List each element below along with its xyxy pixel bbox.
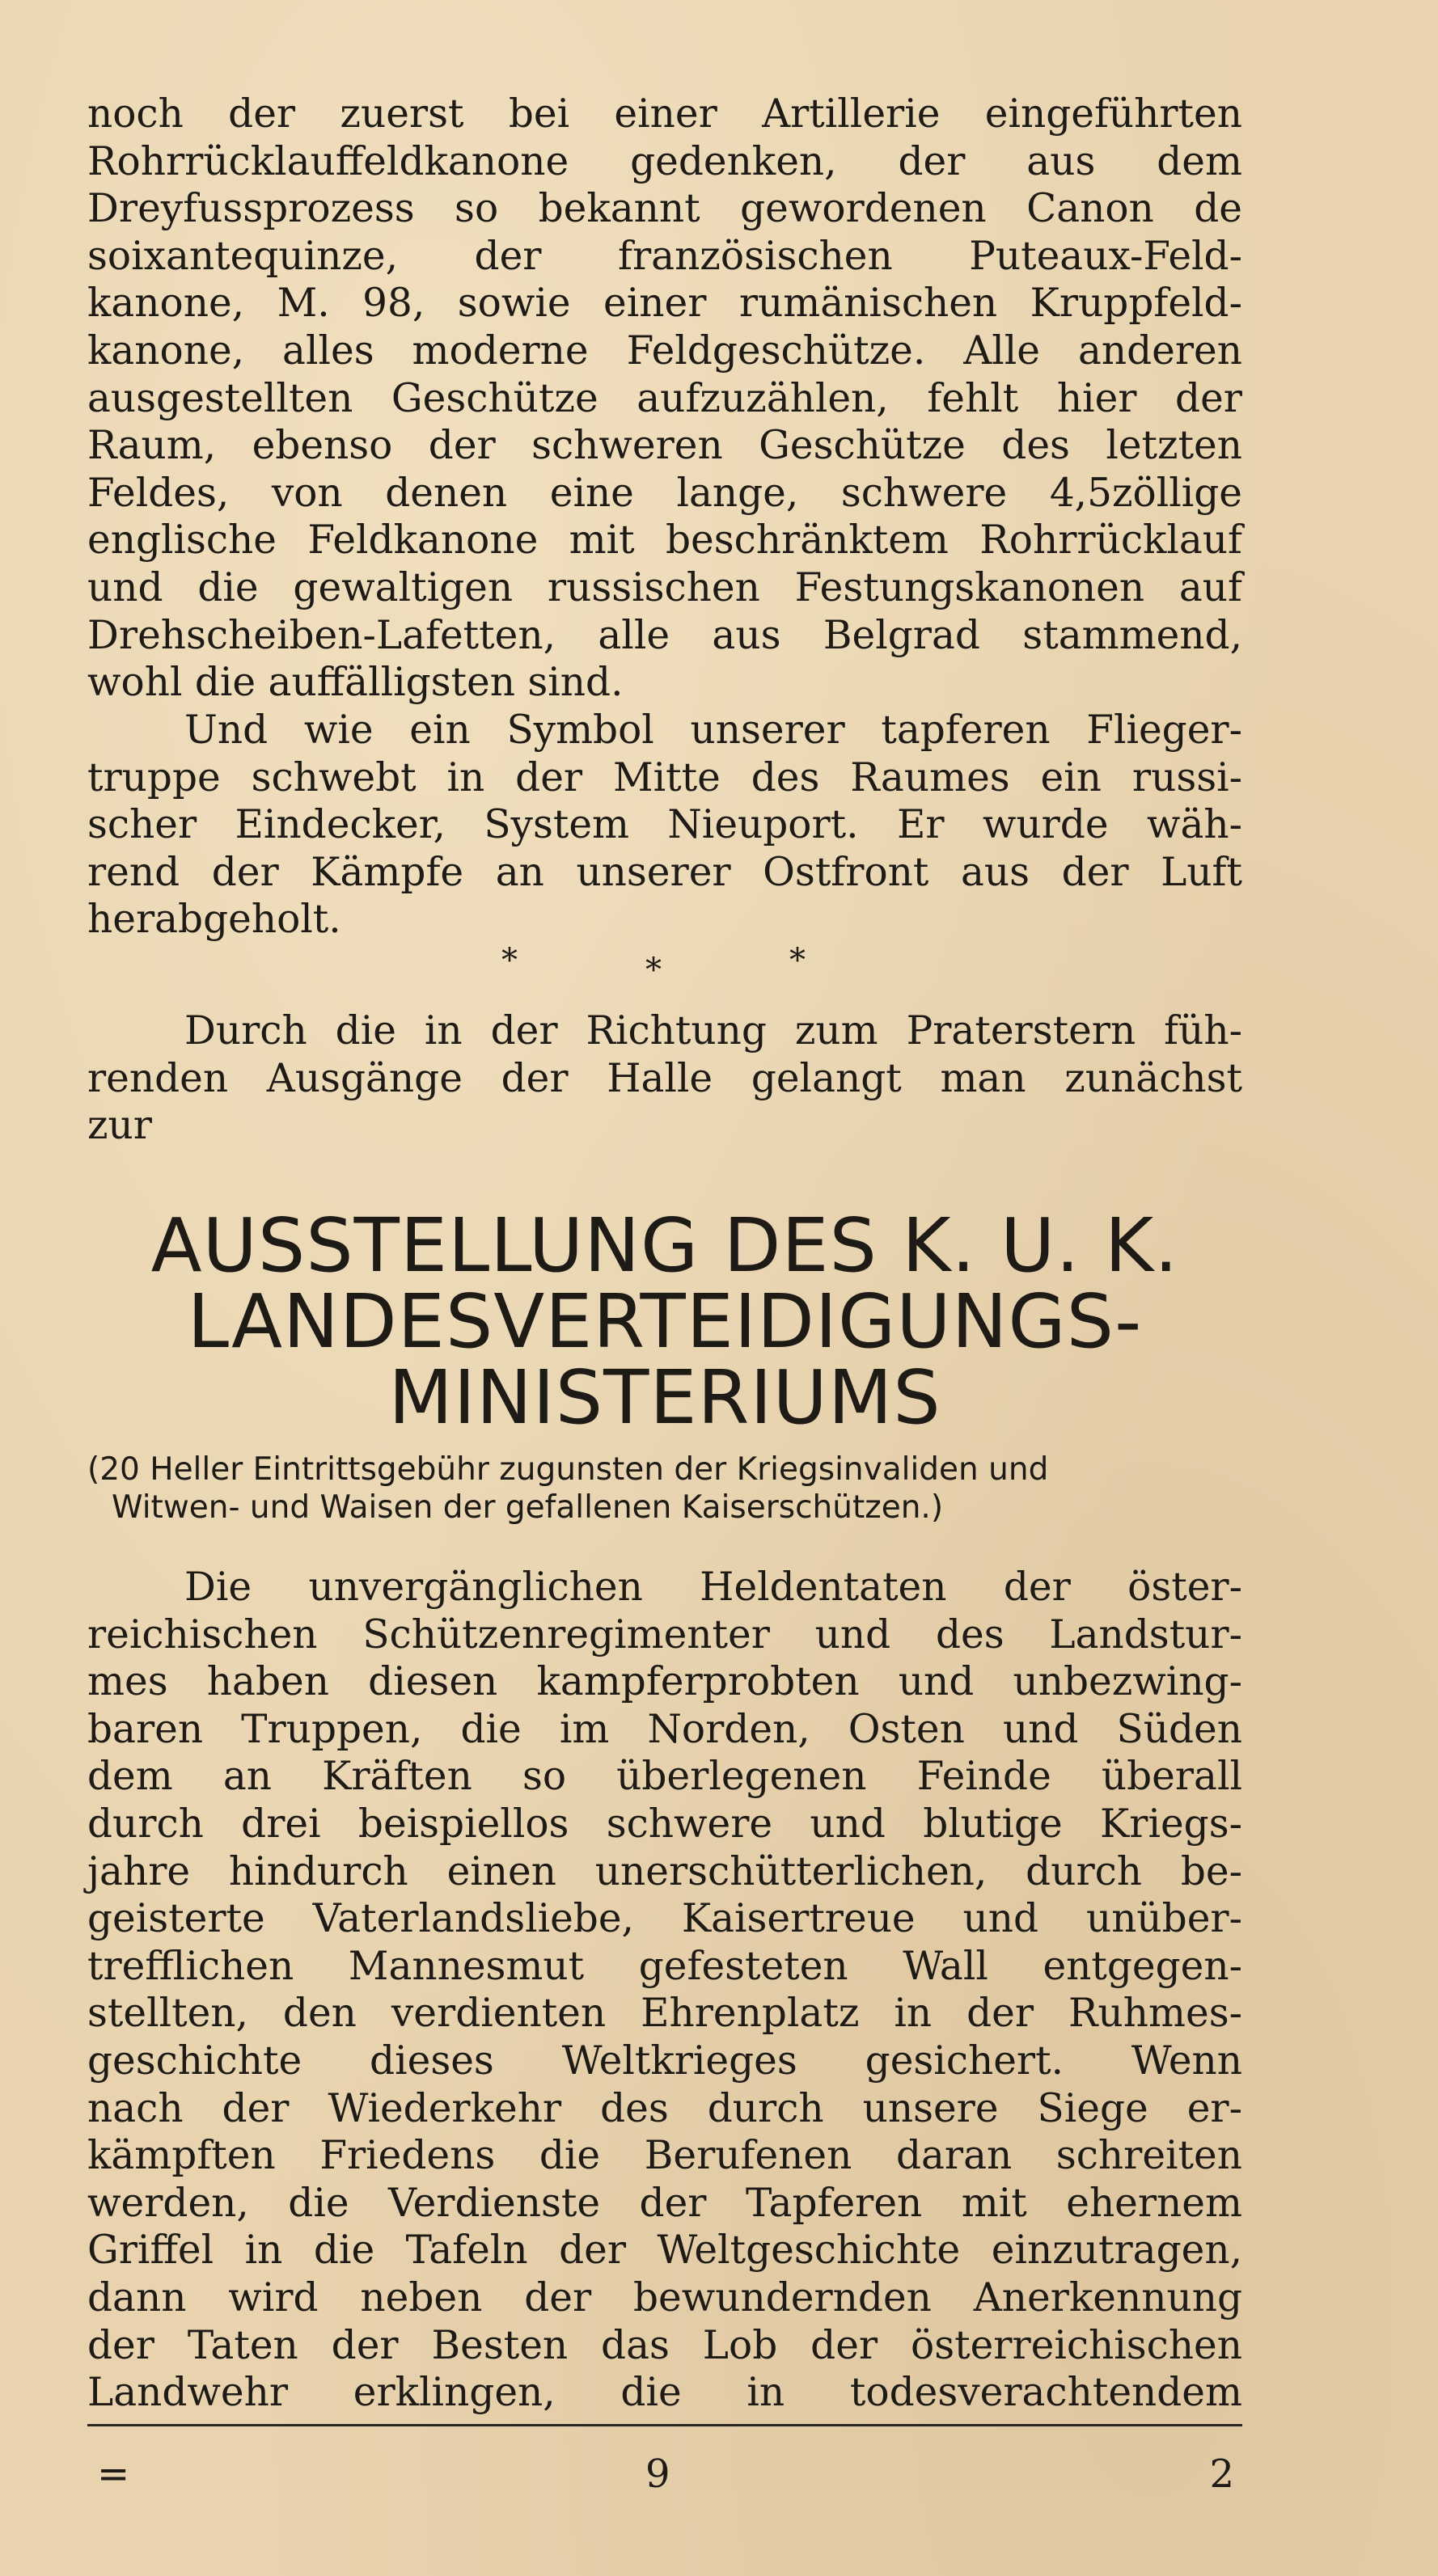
- admission-note: [87, 1451, 1244, 1527]
- heading-line: MINISTERIUMS: [388, 1354, 941, 1441]
- text-line: Griffel in die Tafeln der Weltgeschichte einzutragen,: [87, 2228, 1242, 2274]
- text-line: geisterte Vaterlandsliebe, Kaisertreue und unüber-: [87, 1896, 1242, 1942]
- text-line: rend der Kämpfe an unserer Ostfront aus der Luft: [87, 849, 1242, 895]
- asterisk: *: [645, 952, 662, 989]
- text-line: wohl die auffälligsten sind.: [87, 660, 624, 706]
- paragraph-artillery: [87, 91, 1242, 707]
- text-line: geschichte dieses Weltkrieges gesichert. Wenn: [87, 2038, 1242, 2084]
- text-line: zur: [87, 1103, 152, 1149]
- text-line: Raum, ebenso der schweren Geschütze des letzten: [87, 423, 1242, 469]
- footer-mark: =: [97, 2451, 130, 2497]
- text-line: dann wird neben der bewundernden Anerkennung: [87, 2274, 1242, 2321]
- text-line: durch drei beispiellos schwere und blutige Kriegs-: [87, 1801, 1242, 1847]
- text-line: renden Ausgänge der Halle gelangt man zunächst: [87, 1055, 1242, 1101]
- text-line: mes haben diesen kampferprobten und unbezwing-: [87, 1659, 1242, 1705]
- text-line: Feldes, von denen eine lange, schwere 4,5zöllige: [87, 470, 1242, 516]
- asterisk: *: [501, 942, 518, 979]
- text-line: englische Feldkanone mit beschränktem Rohrrücklauf: [87, 517, 1242, 564]
- signature-mark: 2: [1209, 2451, 1234, 2497]
- text-line: ausgestellten Geschütze aufzuzählen, fehlt hier der: [87, 375, 1242, 421]
- text-line: baren Truppen, die im Norden, Osten und Süden: [87, 1706, 1242, 1752]
- text-line: Die unvergänglichen Heldentaten der öster-: [184, 1565, 1242, 1610]
- note-line: Witwen- und Waisen der gefallenen Kaiserschützen.): [112, 1489, 944, 1526]
- text-line: reichischen Schützenregimenter und des Landstur-: [87, 1611, 1242, 1658]
- heading-line: LANDESVERTEIDIGUNGS-: [187, 1278, 1143, 1365]
- text-line: Landwehr erklingen, die in todesverachtendem: [87, 2370, 1242, 2416]
- section-separator: [0, 942, 1438, 989]
- page-number: 9: [645, 2451, 670, 2497]
- text-line: trefflichen Mannesmut gefesteten Wall entgegen-: [87, 1943, 1242, 1989]
- text-line: truppe schwebt in der Mitte des Raumes ein russi-: [87, 754, 1242, 800]
- text-line: jahre hindurch einen unerschütterlichen, durch be-: [87, 1848, 1242, 1894]
- text-line: noch der zuerst bei einer Artillerie eingeführten: [87, 91, 1242, 137]
- text-line: Durch die in der Richtung zum Praterstern füh-: [184, 1008, 1242, 1054]
- text-line: der Taten der Besten das Lob der österreichischen: [87, 2322, 1242, 2368]
- heading-line: AUSSTELLUNG DES K. U. K.: [150, 1202, 1179, 1289]
- text-line: Drehscheiben-Lafetten, alle aus Belgrad stammend,: [87, 612, 1242, 658]
- text-line: scher Eindecker, System Nieuport. Er wurde wäh-: [87, 802, 1242, 848]
- text-line: Dreyfussprozess so bekannt gewordenen Canon de: [87, 186, 1242, 232]
- section-heading: [87, 1202, 1242, 1441]
- page-footer: [87, 2450, 1242, 2498]
- asterisk: *: [789, 942, 806, 979]
- text-line: Rohrrücklauffeldkanone gedenken, der aus dem: [87, 138, 1242, 184]
- text-line: kanone, M. 98, sowie einer rumänischen Kruppfeld-: [87, 281, 1242, 327]
- text-line: werden, die Verdienste der Tapferen mit ehernem: [87, 2180, 1242, 2226]
- text-line: soixantequinze, der französischen Puteaux-Feld-: [87, 233, 1242, 279]
- text-line: und die gewaltigen russischen Festungskanonen auf: [87, 564, 1242, 610]
- paragraph-heroes: [87, 1564, 1242, 2417]
- text-line: stellten, den verdienten Ehrenplatz in der Ruhmes-: [87, 1991, 1242, 2037]
- text-line: nach der Wiederkehr des durch unsere Siege er-: [87, 2085, 1242, 2131]
- text-line: kanone, alles moderne Feldgeschütze. Alle anderen: [87, 327, 1242, 374]
- footer-rule: [87, 2424, 1242, 2426]
- paragraph-exit: [87, 1007, 1242, 1150]
- text-line: Und wie ein Symbol unserer tapferen Flieger-: [184, 707, 1242, 753]
- text-line: kämpften Friedens die Berufenen daran schreiten: [87, 2133, 1242, 2179]
- note-line: (20 Heller Eintrittsgebühr zugunsten der Kriegsinvaliden und: [87, 1451, 1049, 1488]
- paragraph-aircraft: [87, 707, 1242, 944]
- text-line: dem an Kräften so überlegenen Feinde überall: [87, 1754, 1242, 1800]
- text-line: herabgeholt.: [87, 897, 341, 943]
